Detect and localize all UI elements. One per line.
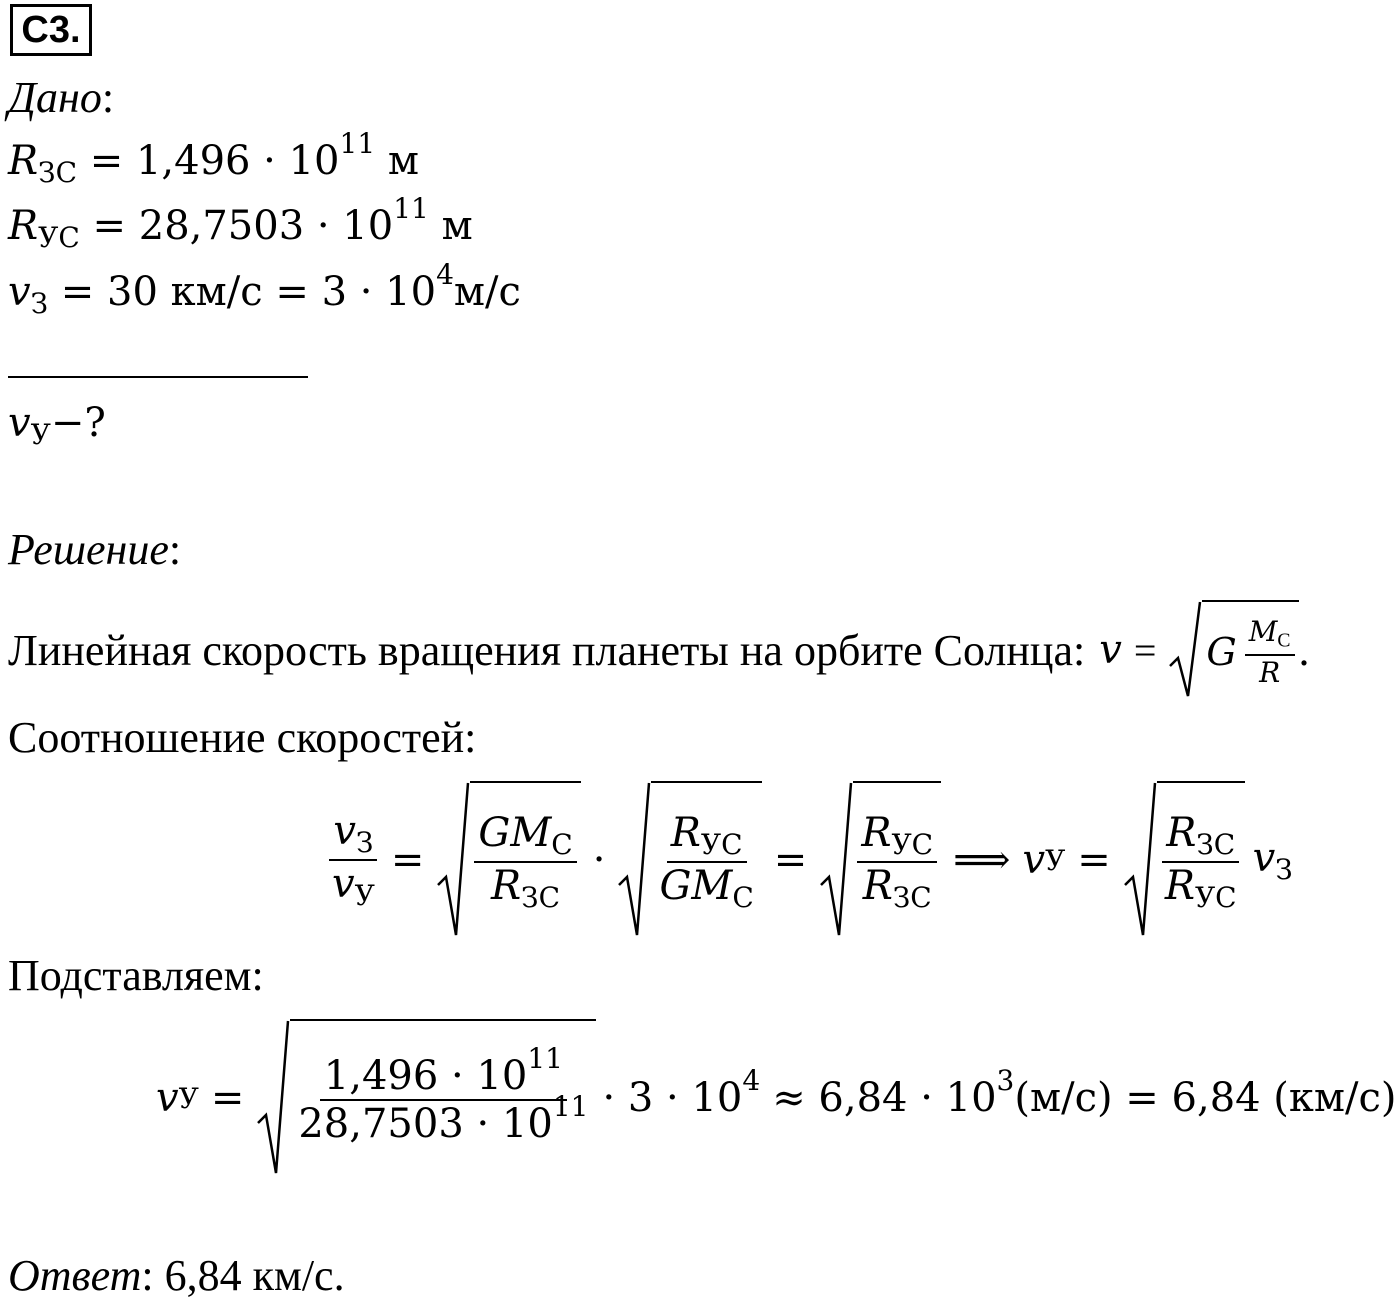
solution-line-orbital-speed: Линейная скорость вращения планеты на орбите Солнца: v = G $\frac{M_С}{R}$ . xyxy=(8,600,1310,700)
given-r-us: $R_{УС} = 28,7503 \cdot 10^{11}$ м xyxy=(8,192,473,254)
orbital-speed-formula: G $\frac{M_С}{R}$ xyxy=(1168,600,1298,700)
find-quantity: $v_У-$? xyxy=(8,400,106,451)
given-heading: Дано: xyxy=(8,73,115,122)
problem-number-badge: С3. xyxy=(10,4,92,56)
solution-line-ratio-label: Соотношение скоростей: xyxy=(8,713,477,762)
solution-heading: Решение: xyxy=(8,525,182,574)
given-v-z: $v_З = 30$ $км/с = 3 \cdot 10^4м/с$ xyxy=(8,258,521,320)
calculation-formula: v У = $\frac{1,496 \cdot 10^{11}}{28,7503 \cdot 10^{11}}$ · $3 \cdot 10^4$ ≈ $6,84 \cdot 10^3(м/с) = 6,84$ (км/с) xyxy=(156,1018,1397,1178)
given-r-zs: $R_{ЗС} = 1,496 \cdot 10^{11}$ м xyxy=(8,127,419,189)
answer-line: Ответ: 6,84 км/с. xyxy=(8,1251,345,1300)
ratio-formula: $\frac{v_З}{v_У}$ = $\frac{GM_С}{R_{ЗС}}$ · $\frac{R_{УС}}{GM_С}$ = $\frac{R_{УС}}{R_{ЗС}}$ ⟹ v У = $\frac{R_{ЗС}}{R_{УС}}$ $v_З$ xyxy=(328,780,1293,940)
orbital-speed-text: Линейная скорость вращения планеты на орбите Солнца: xyxy=(8,625,1086,675)
solution-line-substitute-label: Подставляем: xyxy=(8,951,264,1000)
given-divider xyxy=(8,376,308,378)
